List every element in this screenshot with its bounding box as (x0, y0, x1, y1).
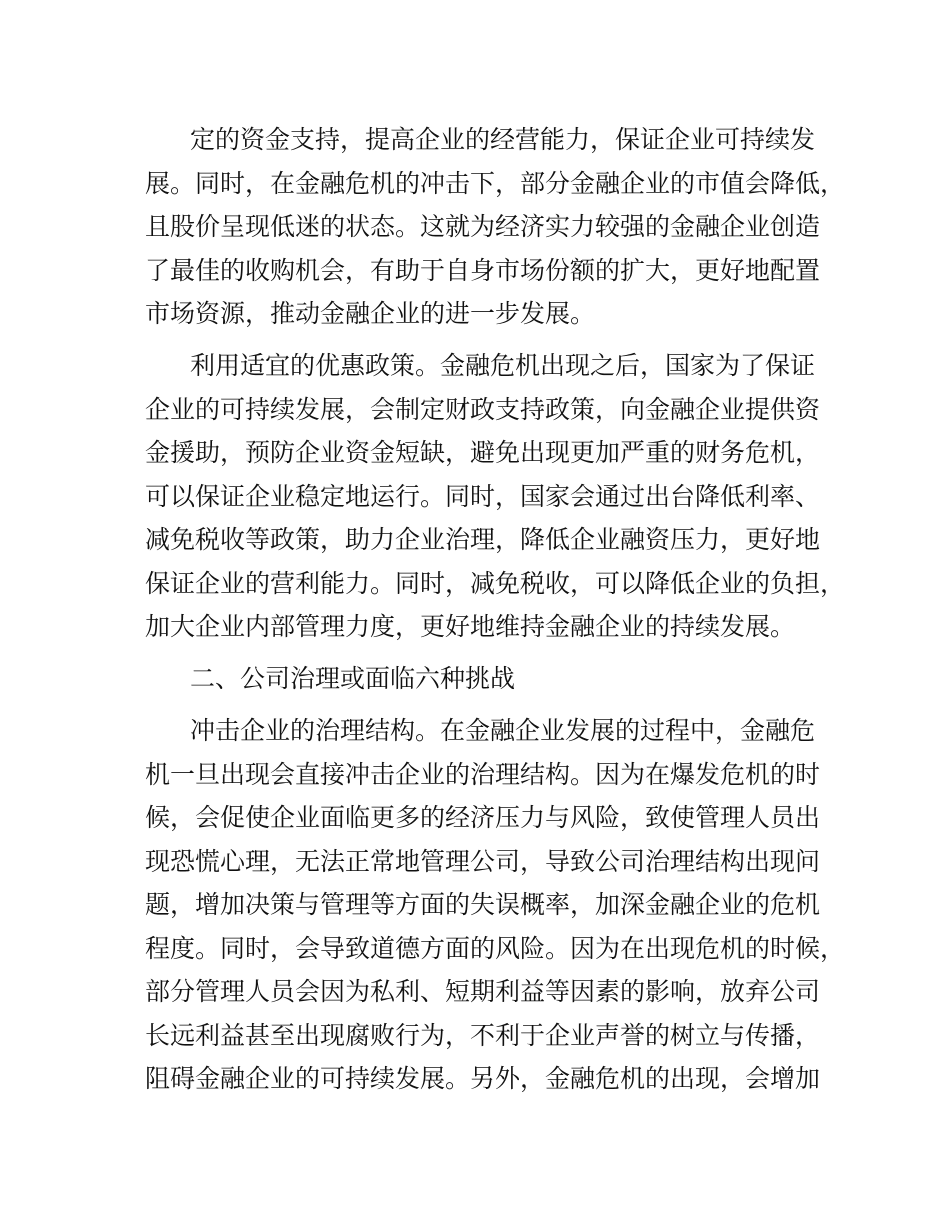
text-line: 金援助，预防企业资金短缺，避免出现更加严重的财务危机， (145, 438, 821, 467)
text-line: 长远利益甚至出现腐败行为，不利于企业声誉的树立与传播， (145, 1020, 821, 1050)
text-line: 了最佳的收购机会，有助于自身市场份额的扩大，更好地配置 (145, 255, 821, 285)
text-line: 展。同时，在金融危机的冲击下，部分金融企业的市值会降低， (145, 168, 846, 198)
text-line: 且股价呈现低迷的状态。这就为经济实力较强的金融企业创造 (145, 212, 821, 241)
text-line: 候，会促使企业面临更多的经济压力与风险，致使管理人员出 (145, 803, 821, 832)
text-line: 利用适宜的优惠政策。金融危机出现之后，国家为了保证 (190, 351, 816, 380)
text-line: 现恐慌心理，无法正常地管理公司，导致公司治理结构出现问 (145, 846, 821, 876)
paragraph-preferential-policy (145, 344, 846, 649)
text-line: 程度。同时，会导致道德方面的风险。因为在出现危机的时候， (145, 933, 846, 963)
document-page (145, 118, 846, 1109)
text-line: 定的资金支持，提高企业的经营能力，保证企业可持续发 (190, 125, 816, 154)
text-line: 可以保证企业稳定地运行。同时，国家会通过出台降低利率、 (145, 481, 821, 511)
text-line: 阻碍金融企业的可持续发展。另外，金融危机的出现，会增加 (145, 1064, 821, 1093)
text-line: 加大企业内部管理力度，更好地维持金融企业的持续发展。 (145, 612, 796, 641)
text-line: 机一旦出现会直接冲击企业的治理结构。因为在爆发危机的时 (145, 759, 821, 789)
heading-text: 二、公司治理或面临六种挑战 (190, 664, 516, 693)
text-line: 冲击企业的治理结构。在金融企业发展的过程中，金融危 (190, 716, 816, 745)
text-line: 保证企业的营利能力。同时，减免税收，可以降低企业的负担， (145, 568, 846, 598)
text-line: 减免税收等政策，助力企业治理，降低企业融资压力，更好地 (145, 525, 821, 554)
paragraph-governance-impact (145, 709, 846, 1101)
section-heading (145, 657, 807, 701)
text-line: 企业的可持续发展，会制定财政支持政策，向金融企业提供资 (145, 394, 821, 424)
text-line: 市场资源，推动金融企业的进一步发展。 (145, 299, 596, 328)
paragraph-funding-support (145, 118, 846, 336)
text-line: 题，增加决策与管理等方面的失误概率，加深金融企业的危机 (145, 890, 821, 919)
text-line: 部分管理人员会因为私利、短期利益等因素的影响，放弃公司 (145, 977, 821, 1006)
